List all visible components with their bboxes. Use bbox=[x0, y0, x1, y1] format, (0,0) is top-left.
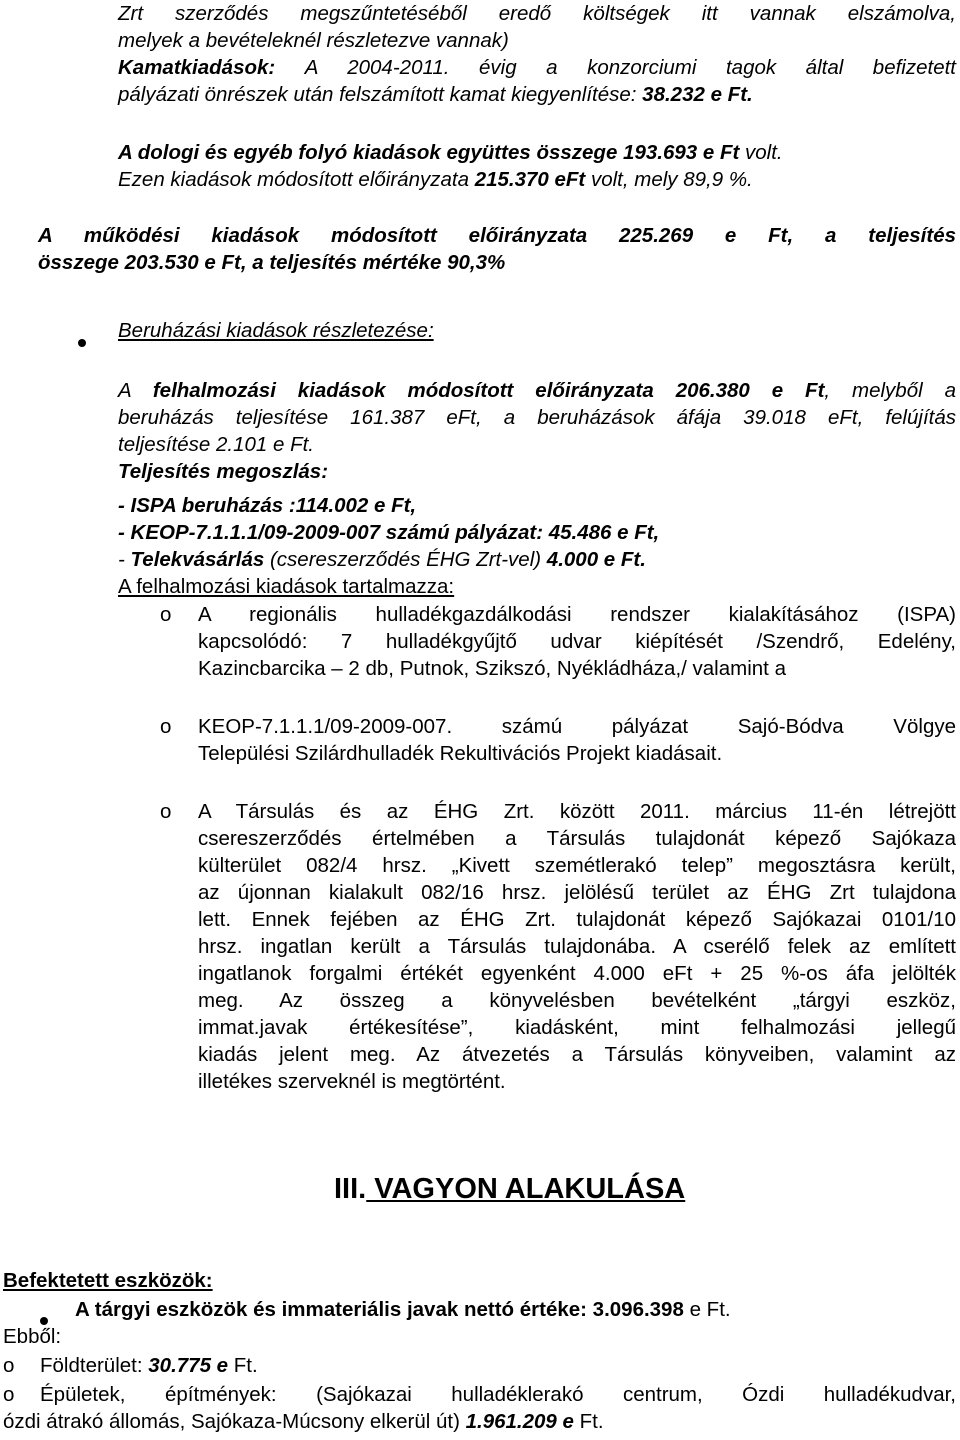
text-span: e Ft. bbox=[689, 1298, 731, 1321]
list-line: külterület 082/4 hrsz. „Kivett szemétlerakó telep” megosztásra került, bbox=[198, 854, 956, 877]
bullet-icon bbox=[78, 328, 86, 355]
text-span: A tárgyi eszközök és immateriális javak nettó értéke: 3.096.398 bbox=[75, 1298, 684, 1321]
text-span: Telekvásárlás bbox=[130, 548, 265, 571]
subheading: Teljesítés megoszlás: bbox=[118, 460, 329, 483]
text-span: (csereszerződés ÉHG Zrt-vel) bbox=[269, 548, 542, 571]
list-line: A regionális hulladékgazdálkodási rendszer kialakításához (ISPA) bbox=[198, 603, 956, 626]
list-line: lett. Ennek fejében az ÉHG Zrt. tulajdonát képező Sajókazai 0101/10 bbox=[198, 908, 956, 931]
text-span: ózdi átrakó állomás, Sajókaza-Múcsony elkerül út) bbox=[3, 1410, 460, 1433]
text-span: , melyből a bbox=[824, 379, 956, 402]
text-span: Ft. bbox=[579, 1410, 604, 1433]
text-line: A működési kiadások módosított előirányzata 225.269 e Ft, a teljesítés bbox=[38, 224, 956, 247]
list-line: Települési Szilárdhulladék Rekultivációs Projekt kiadásait. bbox=[198, 742, 723, 765]
text-span: A bbox=[118, 379, 131, 402]
text-line bbox=[118, 140, 783, 167]
text-line bbox=[40, 1353, 258, 1380]
text-span: Földterület: bbox=[40, 1354, 143, 1377]
text-span: 4.000 e Ft. bbox=[546, 548, 646, 571]
text-line bbox=[3, 1409, 604, 1436]
text-line bbox=[118, 82, 753, 109]
list-line: KEOP-7.1.1.1/09-2009-007. számú pályázat Sajó-Bódva Völgye bbox=[198, 715, 956, 738]
text-line bbox=[118, 55, 956, 82]
list-line: az újonnan kialakult 082/16 hrsz. jelölésű terület az ÉHG Zrt tulajdona bbox=[198, 881, 956, 904]
amount: 30.775 e bbox=[148, 1354, 229, 1377]
section-title-text: VAGYON ALAKULÁSA bbox=[366, 1173, 686, 1205]
text-span: volt, mely 89,9 %. bbox=[590, 168, 753, 191]
text-span: Ezen kiadások módosított előirányzata bbox=[118, 168, 469, 191]
list-line: kapcsolódó: 7 hulladékgyűjtő udvar kiépítését /Szendrő, Edelény, bbox=[198, 630, 956, 653]
text-span: Ft. bbox=[233, 1354, 258, 1377]
text-line: Ebből: bbox=[3, 1325, 62, 1348]
list-line: meg. Az összeg a könyvelésben bevételként „tárgyi eszköz, bbox=[198, 989, 956, 1012]
list-marker: o bbox=[3, 1383, 15, 1406]
section-number: III. bbox=[334, 1173, 367, 1205]
text-line: Zrt szerződés megszűntetéséből eredő költségek itt vannak elszámolva, bbox=[118, 2, 956, 25]
amount: 215.370 eFt bbox=[474, 168, 586, 191]
list-line: immat.javak értékesítése”, kiadásként, mint felhalmozási jellegű bbox=[198, 1016, 956, 1039]
section-title bbox=[334, 1173, 686, 1205]
list-item: - KEOP-7.1.1.1/09-2009-007 számú pályázat: 45.486 e Ft, bbox=[118, 521, 660, 544]
list-line: Kazincbarcika – 2 db, Putnok, Szikszó, Nyékládháza,/ valamint a bbox=[198, 657, 786, 680]
list-marker: o bbox=[160, 715, 172, 738]
list-line: csereszerződés értelmében a Társulás tulajdonát képező Sajókaza bbox=[198, 827, 956, 850]
text-line: A felhalmozási kiadások tartalmazza: bbox=[118, 575, 455, 598]
list-marker: o bbox=[160, 603, 172, 626]
text-line: teljesítése 2.101 e Ft. bbox=[118, 433, 315, 456]
text-span: A dologi és egyéb folyó kiadások együttes összege 193.693 e Ft bbox=[118, 141, 740, 164]
text-span: A 2004-2011. évig a konzorciumi tagok által befizetett bbox=[304, 56, 956, 79]
amount: 1.961.209 e bbox=[465, 1410, 574, 1433]
list-line: hrsz. ingatlan került a Társulás tulajdonába. A cserélő felek az említett bbox=[198, 935, 956, 958]
label-kamatkiadasok: Kamatkiadások: bbox=[118, 56, 276, 79]
section-heading: Beruházási kiadások részletezése: bbox=[118, 319, 434, 342]
subheading: Befektetett eszközök: bbox=[3, 1269, 213, 1292]
text-line: Épületek, építmények: (Sajókazai hulladéklerakó centrum, Ózdi hulladékudvar, bbox=[40, 1383, 956, 1406]
text-span: felhalmozási kiadások módosított előirányzata 206.380 e Ft bbox=[152, 379, 825, 402]
text-line: beruházás teljesítése 161.387 eFt, a beruházások áfája 39.018 eFt, felújítás bbox=[118, 406, 956, 429]
list-item bbox=[118, 547, 646, 574]
list-marker: o bbox=[160, 800, 172, 823]
list-item: - ISPA beruházás :114.002 e Ft, bbox=[118, 494, 417, 517]
list-marker: o bbox=[3, 1354, 15, 1377]
text-line: melyek a bevételeknél részletezve vannak) bbox=[118, 29, 509, 52]
text-span: - bbox=[118, 548, 125, 571]
text-line: összege 203.530 e Ft, a teljesítés mértéke 90,3% bbox=[38, 251, 506, 274]
list-line: kiadás jelent meg. Az átvezetés a Társulás könyveiben, valamint az bbox=[198, 1043, 956, 1066]
list-line: ingatlanok forgalmi értékét egyenként 4.000 eFt + 25 %-os áfa jelölték bbox=[198, 962, 956, 985]
text-span: pályázati önrészek után felszámított kamat kiegyenlítése: bbox=[118, 83, 637, 106]
text-line bbox=[118, 167, 753, 194]
amount-kamat: 38.232 e Ft. bbox=[642, 83, 753, 106]
text-line bbox=[75, 1297, 731, 1324]
text-line bbox=[118, 378, 956, 405]
list-line: A Társulás és az ÉHG Zrt. között 2011. március 11-én létrejött bbox=[198, 800, 956, 823]
list-line: illetékes szerveknél is megtörtént. bbox=[198, 1070, 506, 1093]
text-span: volt. bbox=[745, 141, 783, 164]
